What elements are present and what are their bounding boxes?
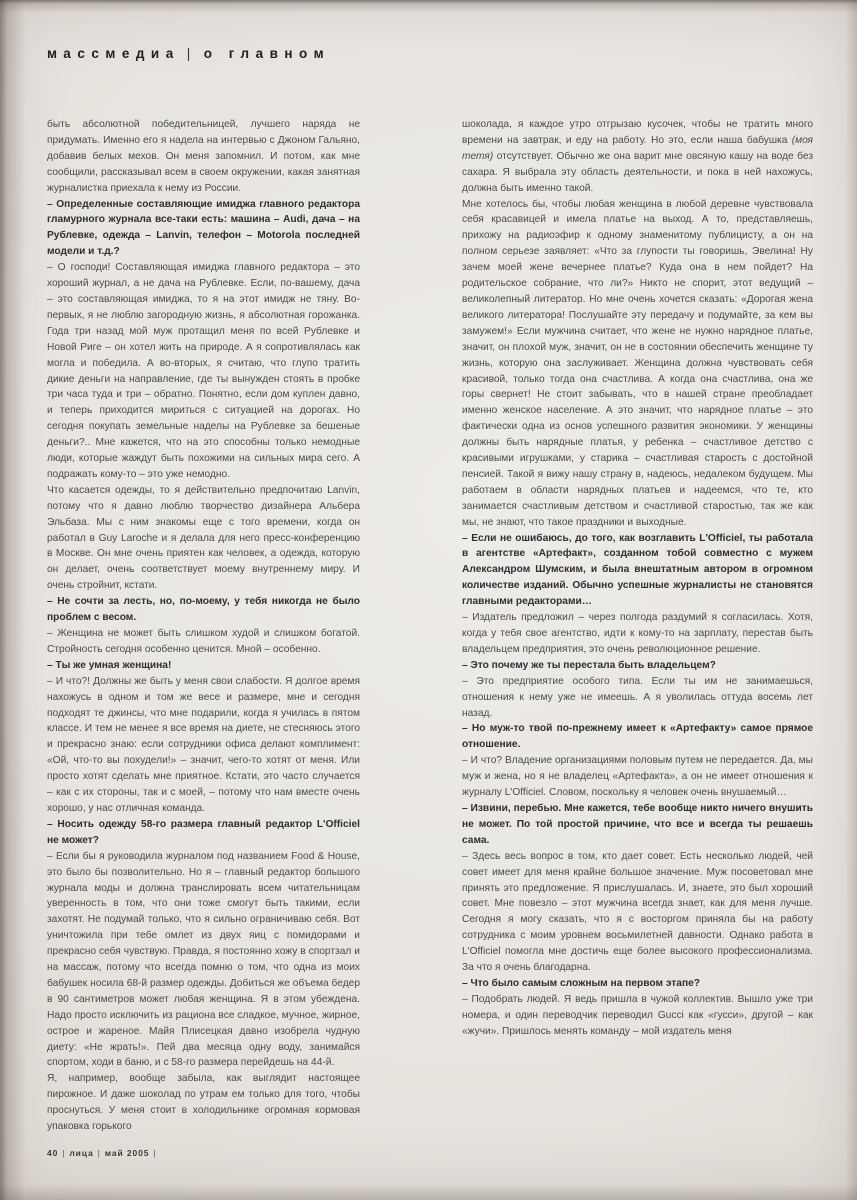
- text-run: быть абсолютной победительницей, лучшего наряда не придумать. Именно его я надела на интервью с Джоном Гальяно, добавив белых мехов. Он меня запомнил. И потом, как мне сообщили, рассказывал всем в своем окружении, какая занятная журналистка приехала к нему из России.: [47, 119, 360, 194]
- interview-question: [462, 976, 813, 992]
- interview-question: [47, 594, 360, 626]
- article-paragraph: [47, 260, 360, 483]
- article-paragraph: [47, 483, 360, 594]
- footer-issue-date: май 2005: [104, 1148, 150, 1158]
- text-run: Что касается одежды, то я действительно предпочитаю Lanvin, потому что я давно люблю творчество дизайнера Альбера Эльбаза. Мы с ним знакомы еще с того времени, когда он работал в Guy Laroche и я делала для него пресс-конференцию в Москве. Он мне очень приятен как человек, а одежда, которую он делает, очень соответствует моему внутреннему миру. И очень стройнит, кстати.: [47, 484, 360, 592]
- text-run: – Если не ошибаюсь, до того, как возглавить L'Officiel, ты работала в агентстве «Артефакт», созданном тобой совместно с мужем Александром Шумским, и была внештатным автором в огромном количестве изданий. Обычно успешные журналисты не становятся главными редакторами…: [462, 532, 813, 608]
- article-paragraph: [462, 674, 813, 722]
- article-paragraph: [47, 626, 360, 658]
- text-run: – Не сочти за лесть, но, по-моему, у тебя никогда не было проблем с весом.: [47, 596, 360, 624]
- text-run: – Определенные составляющие имиджа главного редактора гламурного журнала все-таки есть: машина – Audi, дача – на Рублевке, одежда – Lanvin, телефон – Motorola последней модели и т.д.?: [47, 198, 360, 258]
- article-paragraph: [47, 849, 360, 1072]
- text-run: – О господи! Составляющая имиджа главного редактора – это хороший журнал, а не дача на Рублевке. Если, по-вашему, дача – это составляющая имиджа, то я на этот имидж не тяну. Во-первых, я не люблю загородную жизнь, я абсолютная горожанка. Года три назад мой муж протащил меня по всей Рублевке и Новой Риге – он хотел жить на природе. А я сопротивлялась как могла и победила. А во-вторых, я считаю, что глупо тратить дикие деньги на направление, где ты вынужден стоять в пробке три часа туда и три – обратно. Понятно, если дом куплен давно, и теперь приходится мириться с ситуацией на дорогах. Но сегодня покупать земельные наделы на Рублевке за бешеные деньги?.. Мне кажется, что на это способны только немодные люди, которые жаждут быть похожими на сильных мира сего. А подражать кому-то – это уже немодно.: [47, 262, 360, 480]
- page-header: [47, 46, 330, 61]
- article-column-right: [462, 117, 813, 1040]
- article-paragraph: [462, 117, 813, 197]
- text-run: – Здесь весь вопрос в том, кто дает совет. Есть несколько людей, чей совет имеет для меня крайне большое значение. Муж посоветовал мне принять это предложение. Я прислушалась. И, знаете, это был хороший совет. Мне повезло – этот мужчина всегда знает, как для меня лучше. Сегодня я могу сказать, что я с восторгом приняла бы на работу сотрудника с моим уровнем восьмилетней давности. Однако работа в L'Officiel помогла мне достичь еще более высокого профессионализма. За что я очень благодарна.: [462, 850, 813, 974]
- text-run: – Извини, перебью. Мне кажется, тебе вообще никто ничего внушить не может. По той простой причине, что все и всегда ты решаешь сама.: [462, 802, 813, 846]
- page-footer: [47, 1148, 161, 1158]
- footer-magazine-title: лица: [69, 1148, 94, 1158]
- article-paragraph: [462, 849, 813, 976]
- article-paragraph: [47, 674, 360, 817]
- article-paragraph: [462, 753, 813, 801]
- text-run: – Но муж-то твой по-прежнему имеет к «Артефакту» самое прямое отношение.: [462, 723, 813, 751]
- text-run: – И что?! Должны же быть у меня свои слабости. Я долгое время нахожусь в одном и том же весе и размере, мне и сегодня подходят те джинсы, что мне подарили, когда я училась в пятом классе. И тем не менее я все время на диете, не стесняюсь этого и прекрасно знаю: если сотрудники офиса делают комплимент: «Ой, что-то вы похудели!» – значит, чего-то хотят от меня. Или просто хотят сделать мне приятное. Кстати, это часто случается – как с их стороны, так и с моей, – потому что нам вместе очень хорошо, у нас отличная команда.: [47, 675, 360, 814]
- article-column-left: [47, 117, 360, 1135]
- interview-question: [47, 197, 360, 261]
- italic-text: (моя тетя): [462, 134, 813, 162]
- article-paragraph: [462, 992, 813, 1040]
- interview-question: [462, 801, 813, 849]
- text-run: – Женщина не может быть слишком худой и слишком богатой. Стройность сегодня особенно ценится. Мной – особенно.: [47, 628, 360, 655]
- interview-question: [462, 721, 813, 753]
- footer-page-number: 40: [47, 1148, 59, 1158]
- text-run: Мне хотелось бы, чтобы любая женщина в любой деревне чувствовала себя красавицей и имела платье на выход. А то, представляешь, прихожу на радиоэфир к одному знаменитому публицисту, а он на полном серьезе заявляет: «Что за глупости ты говоришь, Эвелина! Ну зачем моей жене вечернее платье? Куда она в нем пойдет? На родительское собрание, что ли?» Никто не спорит, этот ведущий – великолепный литератор. Но мне очень хочется сказать: «Дорогая жена великого литератора! Послушайте эту передачу и подумайте, за кем вы замужем!» Если мужчина считает, что жене не нужно нарядное платье, значит, он плохой муж, значит, он не в состоянии обеспечить женщине ту жизнь, которую она заслуживает. Женщина должна чувствовать себя красивой, только тогда она счастлива. А когда она счастлива, она же горы свернет! Не стоит забывать, что в нашей стране преобладает именно женское население. А это значит, что нарядное платье – это фактически одна из основ успешного развития экономики. У женщины должны быть нарядные платья, у ребенка – счастливое детство с красивыми игрушками, у старика – счастливая старость с достойной пенсией. Такой я вижу нашу страну в, надеюсь, недалеком будущем. Мы работаем в области нарядных платьев и надеемся, что те, кто занимается счастливым детством и счастливой старостью, так же как мы, не знают, что такое праздники и выходные.: [462, 198, 813, 528]
- header-separator: |: [186, 46, 197, 61]
- text-run: – Это предприятие особого типа. Если ты им не занимаешься, отношения к нему уже не имеешь. А я уволилась оттуда восемь лет назад.: [462, 675, 813, 719]
- article-paragraph: [47, 117, 360, 197]
- interview-question: [47, 817, 360, 849]
- text-run: шоколада, я каждое утро отгрызаю кусочек, чтобы не тратить много времени на завтрак, и еду на работу. Но это, если наша бабушка: [462, 119, 813, 146]
- article-paragraph: [47, 1071, 360, 1135]
- footer-separator: |: [62, 1148, 66, 1158]
- text-run: – Подобрать людей. Я ведь пришла в чужой коллектив. Вышло уже три номера, и один переводчик переводил Gucci как «гусси», другой – как «жучи». Пришлось менять команду – мой издатель меня: [462, 993, 813, 1037]
- text-run: – Носить одежду 58-го размера главный редактор L'Officiel не может?: [47, 818, 360, 846]
- footer-separator: |: [153, 1148, 157, 1158]
- header-section-label: массмедиа: [47, 46, 180, 61]
- interview-question: [47, 658, 360, 674]
- footer-separator: |: [97, 1148, 101, 1158]
- text-run: – Это почему же ты перестала быть владельцем?: [462, 659, 716, 671]
- text-run: – Ты же умная женщина!: [47, 659, 172, 671]
- interview-question: [462, 531, 813, 611]
- text-run: отсутствует. Обычно же она варит мне овсяную кашу на воде без сахара. Я выбрала эту область деятельности, и пока в ней нахожусь, должна быть именно такой.: [462, 150, 813, 194]
- text-run: Я, например, вообще забыла, как выглядит настоящее пирожное. И даже шоколад по утрам ем только для того, чтобы проснуться. У меня стоит в холодильнике огромная кормовая упаковка горького: [47, 1073, 360, 1133]
- interview-question: [462, 658, 813, 674]
- text-run: – Если бы я руководила журналом под названием Food & House, это было бы позволительно. Но я – главный редактор большого журнала моды и должна транслировать всем читательницам уверенность в том, что они тоже смогут быть такими, если захотят. Не подумай только, что я сильно ограничиваю себя. Вот уничтожила при тебе омлет из двух яиц с помидорами и прекрасно себя чувствую. Правда, я постоянно хожу в спортзал и на массаж, потому что всегда помню о том, что одна из моих бабушек носила 68-й размер одежды. Добиться же объема бедер в 90 сантиметров может любая женщина. Я в этом убеждена. Надо просто исключить из рациона все сладкое, мучное, жирное, острое и жареное. Майя Плисецкая давно изобрела чудную диету: «Не жрать!». Пей два месяца одну воду, занимайся спортом, ходи в баню, и с 58-го размера перейдешь на 44-й.: [47, 850, 360, 1069]
- header-topic-label: о главном: [203, 46, 331, 61]
- text-run: – Издатель предложил – через полгода раздумий я согласилась. Хотя, когда у тебя свое агентство, идти к кому-то на зарплату, перестав быть владельцем предприятия, это очень революционное решение.: [462, 612, 813, 655]
- article-paragraph: [462, 197, 813, 531]
- article-paragraph: [462, 610, 813, 658]
- text-run: – Что было самым сложным на первом этапе?: [462, 977, 701, 989]
- text-run: – И что? Владение организациями половым путем не передается. Да, мы муж и жена, но я не владелец «Артефакта», а он не имеет отношения к журналу L'Officiel. Словом, поскольку я человек очень внушаемый…: [462, 755, 813, 799]
